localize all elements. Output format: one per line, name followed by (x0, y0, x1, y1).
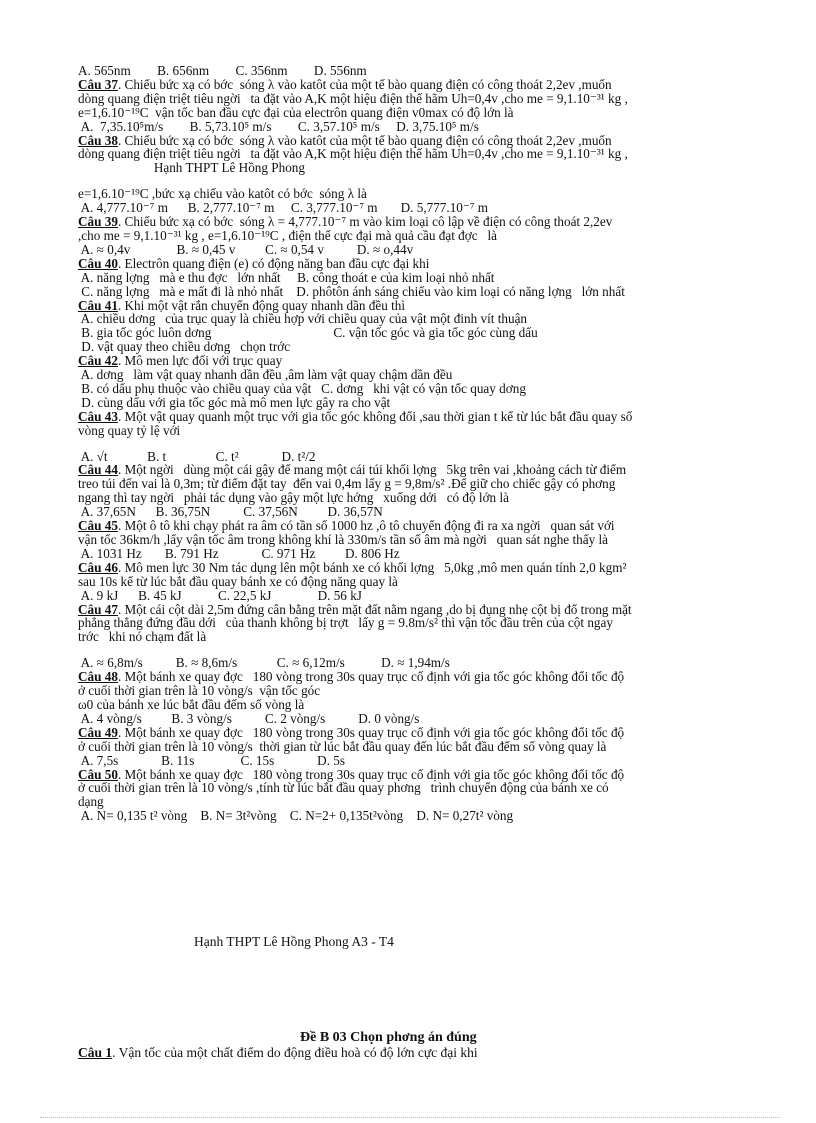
question-number: Câu 39 (78, 214, 118, 230)
line-text: A. năng lợng mà e thu đợc lớn nhất B. công thoát e của kim loại nhỏ nhất (78, 269, 495, 285)
text-line (78, 754, 758, 768)
line-text: A. 4 vòng/s B. 3 vòng/s C. 2 vòng/s D. 0 vòng/s (78, 710, 420, 726)
question-line (78, 768, 758, 782)
text-line (78, 312, 758, 326)
question-text: . Vận tốc của một chất điểm do động điều hoà có độ lớn cực đại khi (112, 1045, 478, 1060)
line-text: . Một ngời dùng một cái gậy để mang một cái túi khối lợng 5kg trên vai ,khoảng cách từ điểm (117, 462, 627, 478)
line-text: A. N= 0,135 t² vòng B. N= 3t²vòng C. N=2+ 0,135t²vòng D. N= 0,27t² vòng (78, 808, 514, 824)
text-line (78, 809, 758, 823)
question-number: Câu 44 (78, 462, 118, 478)
text-line (78, 285, 758, 299)
text-line (78, 505, 758, 519)
line-text: ở cuối thời gian trên là 10 vòng/s thời gian từ lúc bắt đầu quay đến lúc bắt đầu đếm số vòng quay là (78, 738, 607, 754)
line-text: . Một ô tô khi chạy phát ra âm có tần số 1000 hz ,ô tô chuyển động đi ra xa ngời quan sát với (117, 518, 615, 534)
question-number: Câu 43 (78, 408, 118, 424)
text-line (78, 382, 758, 396)
question-line (78, 215, 758, 229)
question-number: Câu 47 (78, 601, 118, 617)
question-number: Câu 38 (78, 132, 118, 148)
question-number: Câu 46 (78, 559, 118, 575)
line-text: sau 10s kể từ lúc bắt đầu quay bánh xe có động năng quay là (78, 573, 398, 589)
question-line (78, 463, 758, 477)
line-text: e=1,6.10⁻¹⁹C vận tốc ban đầu cực đại của electrôn quang điện v0max có độ lớn là (78, 104, 514, 120)
text-line (78, 450, 758, 464)
line-text: treo túi đến vai là 0,3m; từ điểm đặt tay đến vai 0,4m lấy g = 9,8m/s² .Để giữ cho chiếc gậy có phơng (78, 476, 616, 492)
text-line (78, 64, 758, 78)
line-text: A. 9 kJ B. 45 kJ C. 22,5 kJ D. 56 kJ (78, 587, 362, 603)
text-line (78, 106, 758, 120)
text-line (78, 326, 758, 340)
line-text: . Chiếu bức xạ có bớc sóng λ vào katôt của một tế bào quang điện có công thoát 2,2ev ,muốn (117, 76, 612, 92)
question-line (78, 299, 758, 313)
line-text: . Một vật quay quanh một trục với gia tốc góc không đổi ,sau thời gian t kể từ lúc bắt đầu quay số (117, 408, 633, 424)
text-line (78, 656, 758, 670)
line-text: A. chiều dơng của trục quay là chiều hợp với chiều quay của vật một đinh vít thuận (78, 311, 528, 327)
exam-title: Đề B 03 Chọn phơng án đúng (300, 1030, 477, 1045)
text-line (78, 271, 758, 285)
question-line (78, 410, 758, 424)
question-line (78, 257, 758, 271)
text-line (78, 781, 758, 795)
text-line (78, 396, 758, 410)
question-line (78, 354, 758, 368)
line-text: . Chiếu bức xạ có bớc sóng λ vào katôt của một tế bào quang điện có công thoát 2,2ev ,muốn (117, 132, 612, 148)
line-text: phẳng thẳng đứng đầu dới của thanh không bị trợt lấy g = 9.8m/s² thì vận tốc đầu trên của cột ngay (78, 615, 613, 631)
line-text: . Một bánh xe quay đợc 180 vòng trong 30s quay trục cố định với gia tốc góc không đổi tốc độ (117, 724, 625, 740)
line-text: A. dơng làm vật quay nhanh dần đều ,âm làm vật quay chậm dần đều (78, 367, 453, 383)
text-line (78, 92, 758, 106)
question-number: Câu 37 (78, 76, 118, 92)
question-number: Câu 50 (78, 766, 118, 782)
line-text: vận tốc 36km/h ,lấy vận tốc âm trong không khí là 330m/s tần số âm mà ngời quan sát nghe thấy là (78, 532, 608, 547)
text-line (78, 684, 758, 698)
question-number: Câu 48 (78, 669, 118, 685)
line-text: . Mô men lực 30 Nm tác dụng lên một bánh xe có khối lợng 5,0kg ,mô men quán tính 2,0 kgm² (117, 559, 627, 575)
next-question (78, 1045, 478, 1061)
question-number: Câu 1 (78, 1045, 113, 1060)
line-text: . Mô men lực đối với trục quay (117, 353, 283, 369)
line-text: e=1,6.10⁻¹⁹C ,bức xạ chiếu vào katôt có bớc sóng λ là (78, 186, 367, 202)
text-line (78, 229, 758, 243)
question-number: Câu 40 (78, 255, 118, 271)
line-text: A. 565nm B. 656nm C. 356nm D. 556nm (78, 63, 367, 78)
page-bottom-rule (40, 1117, 780, 1118)
text-line (78, 616, 758, 630)
line-text: . Electrôn quang điện (e) có động năng ban đầu cực đại khi (117, 255, 430, 271)
question-line (78, 134, 758, 148)
line-text: D. cùng dấu với gia tốc góc mà mô men lực gây ra cho vật (78, 394, 391, 410)
question-line (78, 603, 758, 617)
text-line (78, 698, 758, 712)
question-number: Câu 42 (78, 353, 118, 369)
text-line (78, 187, 758, 201)
line-text: A. ≈ 6,8m/s B. ≈ 8,6m/s C. ≈ 6,12m/s D. ≈ 1,94m/s (78, 655, 450, 671)
page-footer: Hạnh THPT Lê Hồng Phong A3 - T4 (194, 934, 394, 949)
line-text: dòng quang điện triệt tiêu ngời ta đặt vào A,K một hiệu điện thế hãm Uh=0,4v ,cho me = 9,1.10⁻³¹ kg , (78, 90, 628, 106)
line-text: . Một bánh xe quay đợc 180 vòng trong 30s quay trục cố định với gia tốc góc không đổi tốc độ (117, 766, 625, 782)
question-line (78, 561, 758, 575)
line-text: A. 7,5s B. 11s C. 15s D. 5s (78, 752, 345, 768)
line-text: ω0 của bánh xe lúc bắt đầu đếm số vòng là (78, 696, 305, 712)
text-line (78, 795, 758, 809)
line-text: A. 37,65N B. 36,75N C. 37,56N D. 36,57N (78, 504, 383, 520)
line-text: ở cuối thời gian trên là 10 vòng/s ,tính từ lúc bắt đầu quay phơng trình chuyển động của bánh xe có (78, 780, 609, 796)
text-line (78, 575, 758, 589)
line-text: A. 4,777.10⁻⁷ m B. 2,777.10⁻⁷ m C. 3,777.10⁻⁷ m D. 5,777.10⁻⁷ m (78, 200, 489, 216)
line-text: B. có dấu phụ thuộc vào chiều quay của vật C. dơng khi vật có vận tốc quay dơng (78, 380, 526, 396)
question-line (78, 670, 758, 684)
text-line (78, 533, 758, 547)
line-text: . Chiếu bức xạ có bớc sóng λ = 4,777.10⁻⁷ m vào kim loại cô lập về điện có công thoát 2,2ev (117, 214, 613, 230)
line-text: A. 7,35.10⁵m/s B. 5,73.10⁵ m/s C. 3,57.10⁵ m/s D. 3,75.10⁵ m/s (78, 118, 479, 134)
line-text: . Khi một vật rắn chuyển động quay nhanh dần đều thì (117, 297, 406, 313)
question-line (78, 726, 758, 740)
line-text: dòng quang điện triệt tiêu ngời ta đặt vào A,K một hiệu điện thế hãm Uh=0,4v ,cho me = 9,1.10⁻³¹ kg , (78, 146, 628, 162)
line-text: ở cuối thời gian trên là 10 vòng/s vận tốc góc (78, 683, 321, 699)
question-number: Câu 49 (78, 724, 118, 740)
text-line (78, 630, 758, 644)
line-text: trớc khi nó chạm đất là (78, 629, 207, 645)
line-text: B. gia tốc góc luôn dơng C. vận tốc góc và gia tốc góc cùng dấu (78, 325, 538, 341)
line-text: A. √t B. t C. t² D. t²/2 (78, 448, 316, 464)
line-text: Hạnh THPT Lê Hồng Phong (78, 160, 305, 176)
line-text: A. 1031 Hz B. 791 Hz C. 971 Hz D. 806 Hz (78, 545, 400, 561)
text-line (78, 477, 758, 491)
line-text: . Một cái cột dài 2,5m đứng cân bằng trên mặt đất nằm ngang ,do bị đụng nhẹ cột bị đổ trong mặt (117, 601, 632, 617)
text-line (78, 201, 758, 215)
line-text: vòng quay tỷ lệ với (78, 422, 181, 438)
text-line (78, 368, 758, 382)
question-number: Câu 45 (78, 518, 118, 534)
text-line (78, 243, 758, 257)
text-line (78, 120, 758, 134)
text-line (78, 424, 758, 438)
text-line (78, 161, 758, 175)
question-number: Câu 41 (78, 297, 118, 313)
text-line (78, 547, 758, 561)
text-line (78, 340, 758, 354)
text-line (78, 712, 758, 726)
line-text: C. năng lợng mà e mất đi là nhỏ nhất D. phôtôn ánh sáng chiếu vào kim loại có năng lợng lớn nhất (78, 283, 625, 299)
text-line (78, 589, 758, 603)
text-line (78, 491, 758, 505)
line-text: ngang thì tay ngời phải tác dụng vào gậy một lực hớng xuống dới có độ lớn là (78, 490, 509, 506)
line-text: A. ≈ 0,4v B. ≈ 0,45 v C. ≈ 0,54 v D. ≈ o,44v (78, 241, 414, 257)
line-text: . Một bánh xe quay đợc 180 vòng trong 30s quay trục cố định với gia tốc góc không đổi tốc độ (117, 669, 625, 685)
text-line (78, 147, 758, 161)
line-text: dạng (78, 794, 104, 810)
question-line (78, 78, 758, 92)
question-line (78, 519, 758, 533)
text-line (78, 740, 758, 754)
question-list (78, 64, 758, 823)
line-text: ,cho me = 9,1.10⁻³¹ kg , e=1,6.10⁻¹⁹C , điện thế cực đại mà quả cầu đạt đợc là (78, 227, 497, 243)
line-text: D. vật quay theo chiều dơng chọn trớc (78, 339, 291, 355)
